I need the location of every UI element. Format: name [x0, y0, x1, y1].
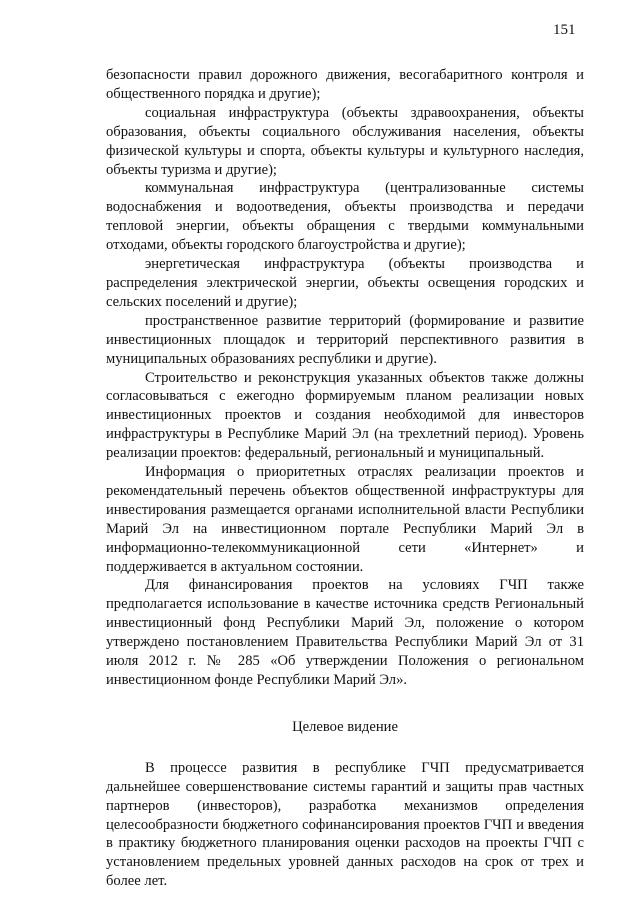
paragraph-social-infrastructure: социальная инфраструктура (объекты здравоохранения, объекты образования, объекты социального обслуживания населения, объекты физической культуры и спорта, объекты культуры и культурного наследия, объекты туризма и другие); — [106, 104, 584, 178]
paragraph-safety-continuation: безопасности правил дорожного движения, весогабаритного контроля и общественного порядка и другие); — [106, 67, 584, 102]
paragraph-information-portal: Информация о приоритетных отраслях реализации проектов и рекомендательный перечень объектов общественной инфраструктуры для инвестирования размещается органами исполнительной власти Республики Марий Эл на инвестиционном портале Республики Марий Эл в информационно-телекоммуникационной сети «Интернет» и поддерживается в актуальном состоянии. — [106, 464, 584, 575]
paragraph-spatial-development: пространственное развитие территорий (формирование и развитие инвестиционных площадок и территорий перспективного развития в муниципальных образованиях республики и другие). — [106, 312, 584, 367]
paragraph-communal-infrastructure: коммунальная инфраструктура (централизованные системы водоснабжения и водоотведения, объекты производства и передачи тепловой энергии, объекты обращения с твердыми коммунальными отходами, объекты городского благоустройства и другие); — [106, 180, 584, 254]
paragraph-investment-fund: Для финансирования проектов на условиях ГЧП также предполагается использование в качестве источника средств Региональный инвестиционный фонд Республики Марий Эл, положение о котором утверждено постановлением Правительства Республики Марий Эл от 31 июля 2012 г. № 285 «Об утверждении Положения о региональном инвестиционном фонде Республики Марий Эл». — [106, 577, 584, 688]
paragraph-energy-infrastructure: энергетическая инфраструктура (объекты производства и распределения электрической энергии, объекты освещения городских и сельских поселений и другие); — [106, 256, 584, 310]
document-body — [106, 66, 584, 891]
paragraph-construction-plan: Строительство и реконструкция указанных объектов также должны согласовываться с ежегодно формируемым планом реализации новых инвестиционных проектов и создания необходимой для инвесторов инфраструктуры в Республике Марий Эл (на трехлетний период). Уровень реализации проектов: федеральный, региональный и муниципальный. — [106, 369, 584, 462]
section-heading: Целевое видение — [292, 718, 398, 735]
paragraph-target-vision: В процессе развития в республике ГЧП предусматривается дальнейшее совершенствование системы гарантий и защиты прав частных партнеров (инвесторов), разработка механизмов определения целесообразности бюджетного софинансирования проектов ГЧП и введения в практику бюджетного планирования оценки расходов на проекты ГЧП с установлением предельных уровней данных расходов на срок от трех и более лет. — [106, 759, 584, 890]
page-number: 151 — [553, 22, 576, 38]
